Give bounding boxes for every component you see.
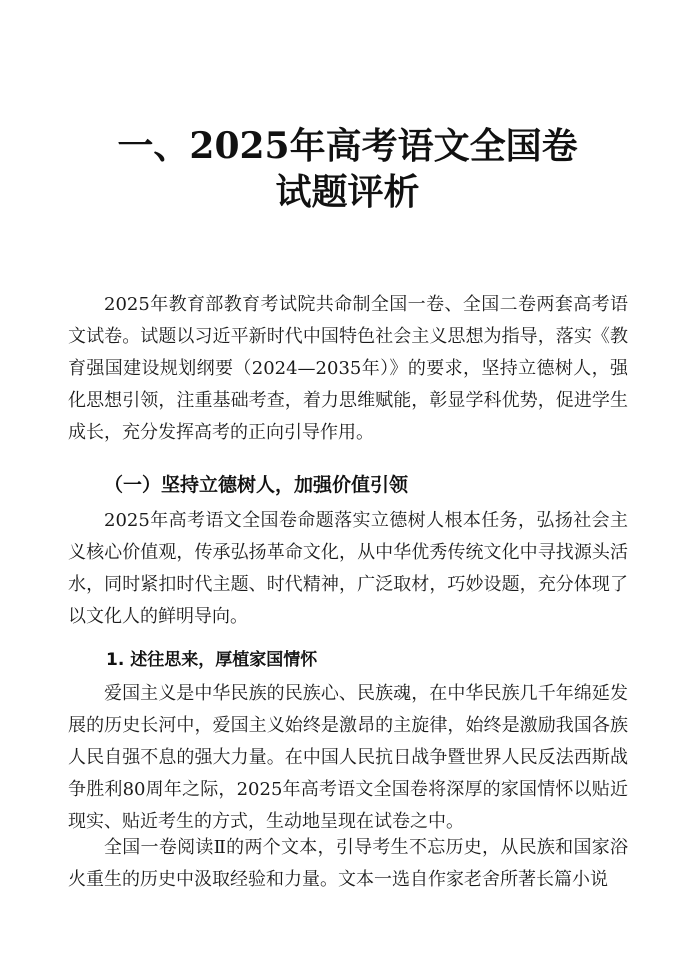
section-paragraph: 2025年高考语文全国卷命题落实立德树人根本任务，弘扬社会主义核心价值观，传承弘扬革命文化，从中华优秀传统文化中寻找源头活水，同时紧扣时代主题、时代精神，广泛取材，巧妙设题，充分体现了以文化人的鲜明导向。 xyxy=(68,510,628,627)
section-heading: （一）坚持立德树人，加强价值引领 xyxy=(104,474,409,496)
subsection-paragraph-2: 全国一卷阅读Ⅱ的两个文本，引导考生不忘历史，从民族和国家浴火重生的历史中汲取经验和力量。文本一选自作家老舍所著长篇小说 xyxy=(68,837,628,890)
page-title: 一、2025年高考语文全国卷 xyxy=(117,125,578,167)
intro-paragraph: 2025年教育部教育考试院共命制全国一卷、全国二卷两套高考语文试卷。试题以习近平新时代中国特色社会主义思想为指导，落实《教育强国建设规划纲要（2024—2035年）》的要求，坚持立德树人，强化思想引领，注重基础考查，着力思维赋能，彰显学科优势，促进学生成长，充分发挥高考的正向引导作用。 xyxy=(68,294,628,443)
page-subtitle: 试题评析 xyxy=(275,171,420,213)
subsection-heading: 1. 述往思来，厚植家国情怀 xyxy=(106,650,318,670)
subsection-paragraph-1: 爱国主义是中华民族的民族心、民族魂，在中华民族几千年绵延发展的历史长河中，爱国主义始终是激昂的主旋律，始终是激励我国各族人民自强不息的强大力量。在中国人民抗日战争暨世界人民反法西斯战争胜利80周年之际，2025年高考语文全国卷将深厚的家国情怀以贴近现实、贴近考生的方式，生动地呈现在试卷之中。 xyxy=(68,683,628,832)
